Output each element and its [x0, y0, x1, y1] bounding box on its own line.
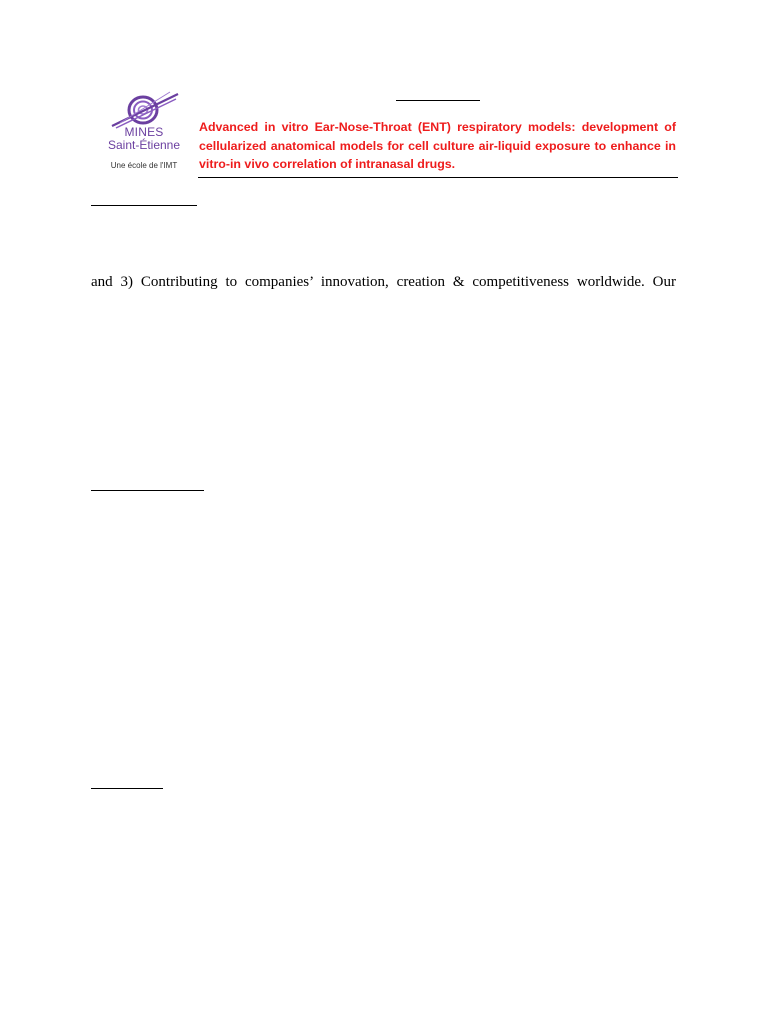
logo-tagline: Une école de l'IMT [110, 161, 178, 170]
body-text-line: and 3) Contributing to companies’ innovation, creation & competitiveness worldwide. Our [91, 274, 676, 290]
title-underline [198, 177, 678, 178]
mines-saint-etienne-logo [98, 90, 190, 176]
section-heading-underline-2 [91, 490, 204, 491]
document-title: Advanced in vitro Ear-Nose-Throat (ENT) respiratory models: development of cellularized anatomical models for cell culture air-liquid exposure to enhance in vitro-in vivo correlation of intranasal drugs. [199, 120, 676, 171]
logo-name-line1: MINES [124, 125, 164, 139]
header-top-rule [396, 100, 480, 101]
section-heading-underline-1 [91, 205, 197, 206]
orbit-logo-icon [110, 90, 180, 130]
logo-name-line2: Saint-Étienne [107, 138, 181, 152]
section-heading-underline-3 [91, 788, 163, 789]
